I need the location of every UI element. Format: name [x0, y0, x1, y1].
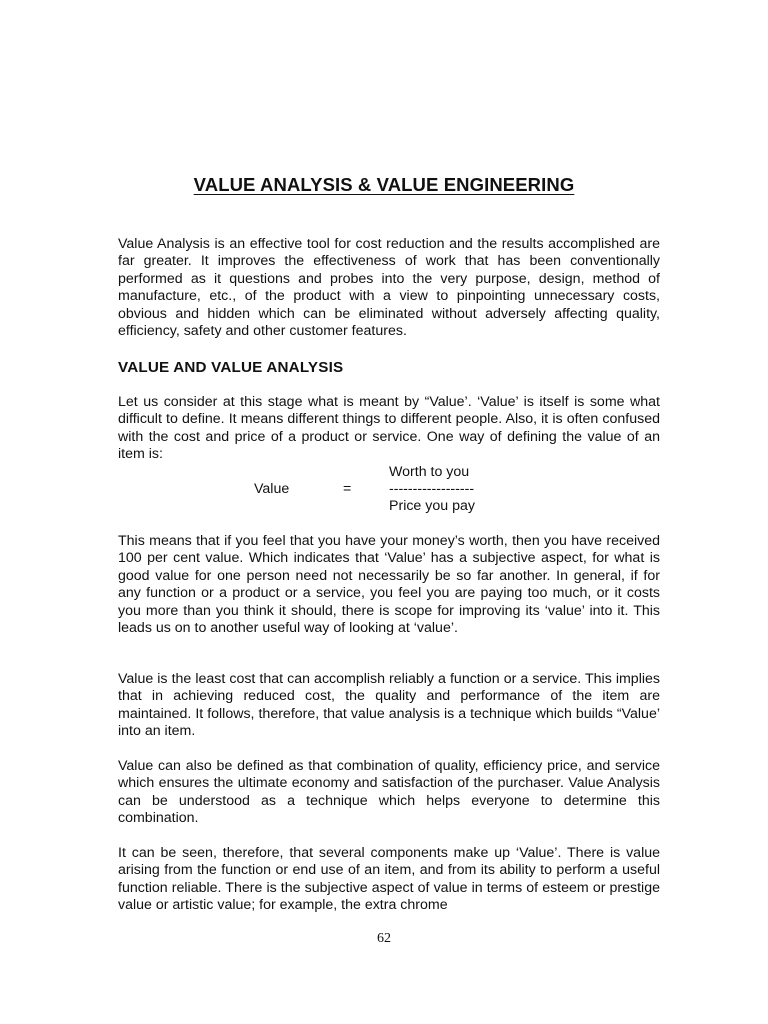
formula-equals: = — [343, 481, 352, 497]
paragraph-components: It can be seen, therefore, that several components make up ‘Value’. There is value arising from the function or end use of an item, and from its ability to perform a useful function reliable. There is the subjective aspect of value in terms of esteem or prestige value or artistic value; for example, the extra chrome — [118, 845, 660, 914]
paragraph-least-cost: Value is the least cost that can accomplish reliably a function or a service. This implies that in achieving reduced cost, the quality and performance of the item are maintained. It follows, therefore, that value analysis is a technique which builds “Value’ into an item. — [118, 671, 660, 740]
paragraph-value-definition: Let us consider at this stage what is meant by “Value’. ‘Value’ is itself is some what difficult to define. It means different things to different people. Also, it is often confused with the cost and price of a product or service. One way of defining the value of an item is: — [118, 394, 660, 463]
section-heading: VALUE AND VALUE ANALYSIS — [118, 359, 344, 376]
formula-numerator: Worth to you — [389, 464, 470, 480]
formula-lhs: Value — [254, 481, 290, 497]
paragraph-combination: Value can also be defined as that combination of quality, efficiency price, and service which ensures the ultimate economy and satisfaction of the purchaser. Value Analysis can be understood as a technique which helps everyone to determine this combination. — [118, 758, 660, 827]
page-number: 62 — [377, 931, 391, 946]
paragraph-subjective-value: This means that if you feel that you have your money’s worth, then you have received 100 per cent value. Which indicates that ‘Value’ has a subjective aspect, for what is good value for one person need not necessarily be so far another. In general, if for any function or a product or a service, you feel you are paying too much, or it costs you more than you think it should, there is scope for improving its ‘value’ into it. This leads us on to another useful way of looking at ‘value’. — [118, 533, 660, 637]
formula-fraction-line: ------------------ — [389, 481, 475, 497]
intro-paragraph: Value Analysis is an effective tool for cost reduction and the results accomplished are far greater. It improves the effectiveness of work that has been conventionally performed as it questions and probes into the very purpose, design, method of manufacture, etc., of the product with a view to pinpointing unnecessary costs, obvious and hidden which can be eliminated without adversely affecting quality, efficiency, safety and other customer features. — [118, 236, 660, 340]
formula-denominator: Price you pay — [389, 498, 475, 514]
page-title: VALUE ANALYSIS & VALUE ENGINEERING — [193, 174, 575, 195]
